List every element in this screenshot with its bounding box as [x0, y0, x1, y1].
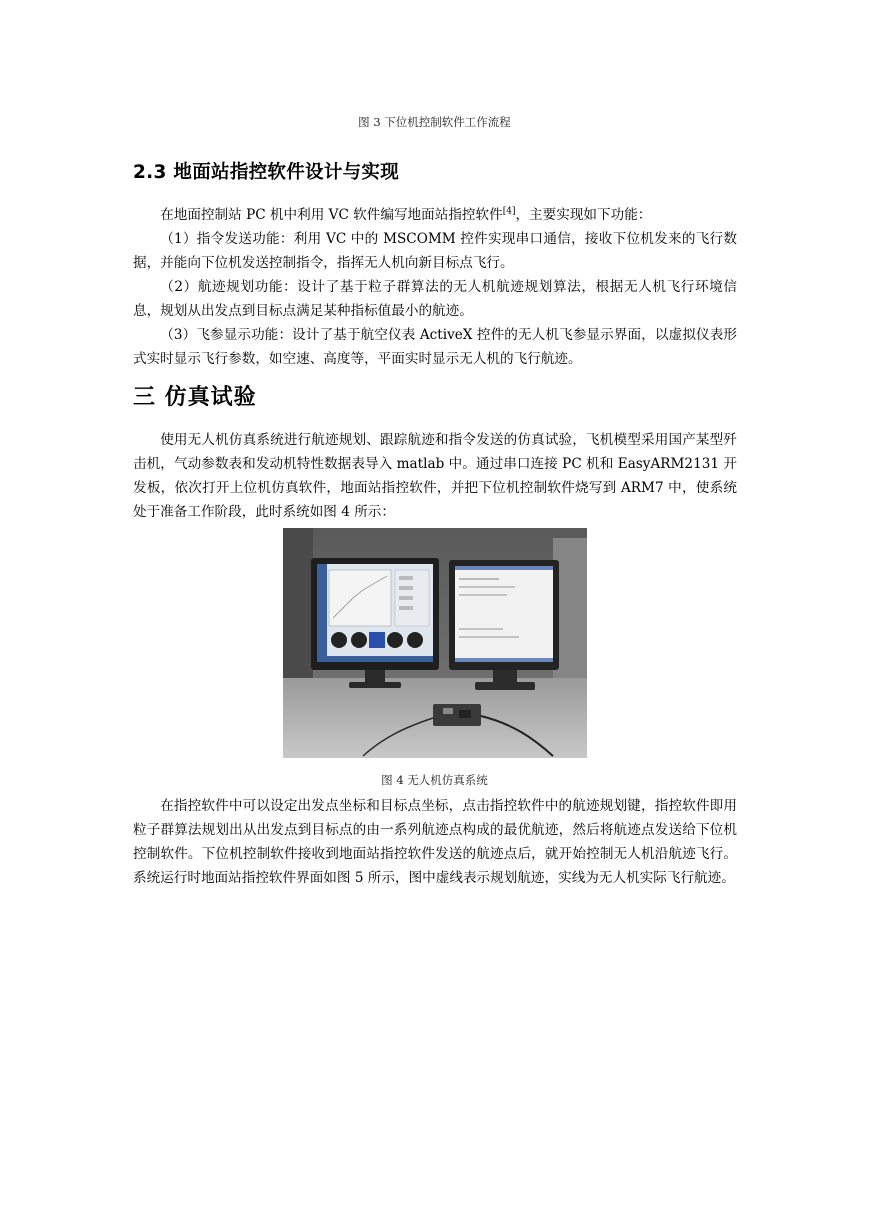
section-3-heading: 三 仿真试验	[133, 385, 257, 410]
figure-3-caption: 图 3 下位机控制软件工作流程	[358, 115, 511, 129]
function-item-2: （2）航迹规划功能：设计了基于粒子群算法的无人机航迹规划算法，根据无人机飞行环境信息，规划从出发点到目标点满足某种指标值最小的航迹。	[133, 279, 737, 319]
figure-4-caption: 图 4 无人机仿真系统	[381, 773, 488, 787]
section-3-paragraph-1: 使用无人机仿真系统进行航迹规划、跟踪航迹和指令发送的仿真试验，飞机模型采用国产某型歼击机，气动参数表和发动机特性数据表导入 matlab 中。通过串口连接 PC 机和 EasyARM2131 开发板，依次打开上位机仿真软件，地面站指控软件，并把下位机控制软件烧写到 ARM7 中，使系统处于准备工作阶段，此时系统如图 4 所示：	[133, 432, 737, 520]
function-item-1: （1）指令发送功能：利用 VC 中的 MSCOMM 控件实现串口通信，接收下位机发来的飞行数据，并能向下位机发送控制指令，指挥无人机向新目标点飞行。	[133, 231, 737, 271]
section-2-3-intro	[133, 203, 737, 227]
simulation-system-photo-illustration	[283, 528, 587, 758]
function-item-3: （3）飞参显示功能：设计了基于航空仪表 ActiveX 控件的无人机飞参显示界面，以虚拟仪表形式实时显示飞行参数，如空速、高度等，平面实时显示无人机的飞行航迹。	[133, 327, 737, 367]
intro-text-before-citation: 在地面控制站 PC 机中利用 VC 软件编写地面站指控软件	[160, 207, 503, 223]
intro-text-after-citation: ，主要实现如下功能：	[515, 207, 652, 223]
easyarm-board	[433, 704, 481, 726]
figure-4-photo	[283, 528, 587, 758]
section-3-paragraph-2: 在指控软件中可以设定出发点坐标和目标点坐标，点击指控软件中的航迹规划键，指控软件即用粒子群算法规划出从出发点到目标点的由一系列航迹点构成的最优航迹，然后将航迹点发送给下位机控制软件。下位机控制软件接收到地面站指控软件发送的航迹点后，就开始控制无人机沿航迹飞行。系统运行时地面站指控软件界面如图 5 所示，图中虚线表示规划航迹，实线为无人机实际飞行航迹。	[133, 798, 737, 886]
section-2-3-heading: 2.3 地面站指控软件设计与实现	[133, 162, 400, 183]
left-monitor	[311, 558, 439, 688]
citation-4[interactable]: [4]	[502, 206, 516, 217]
